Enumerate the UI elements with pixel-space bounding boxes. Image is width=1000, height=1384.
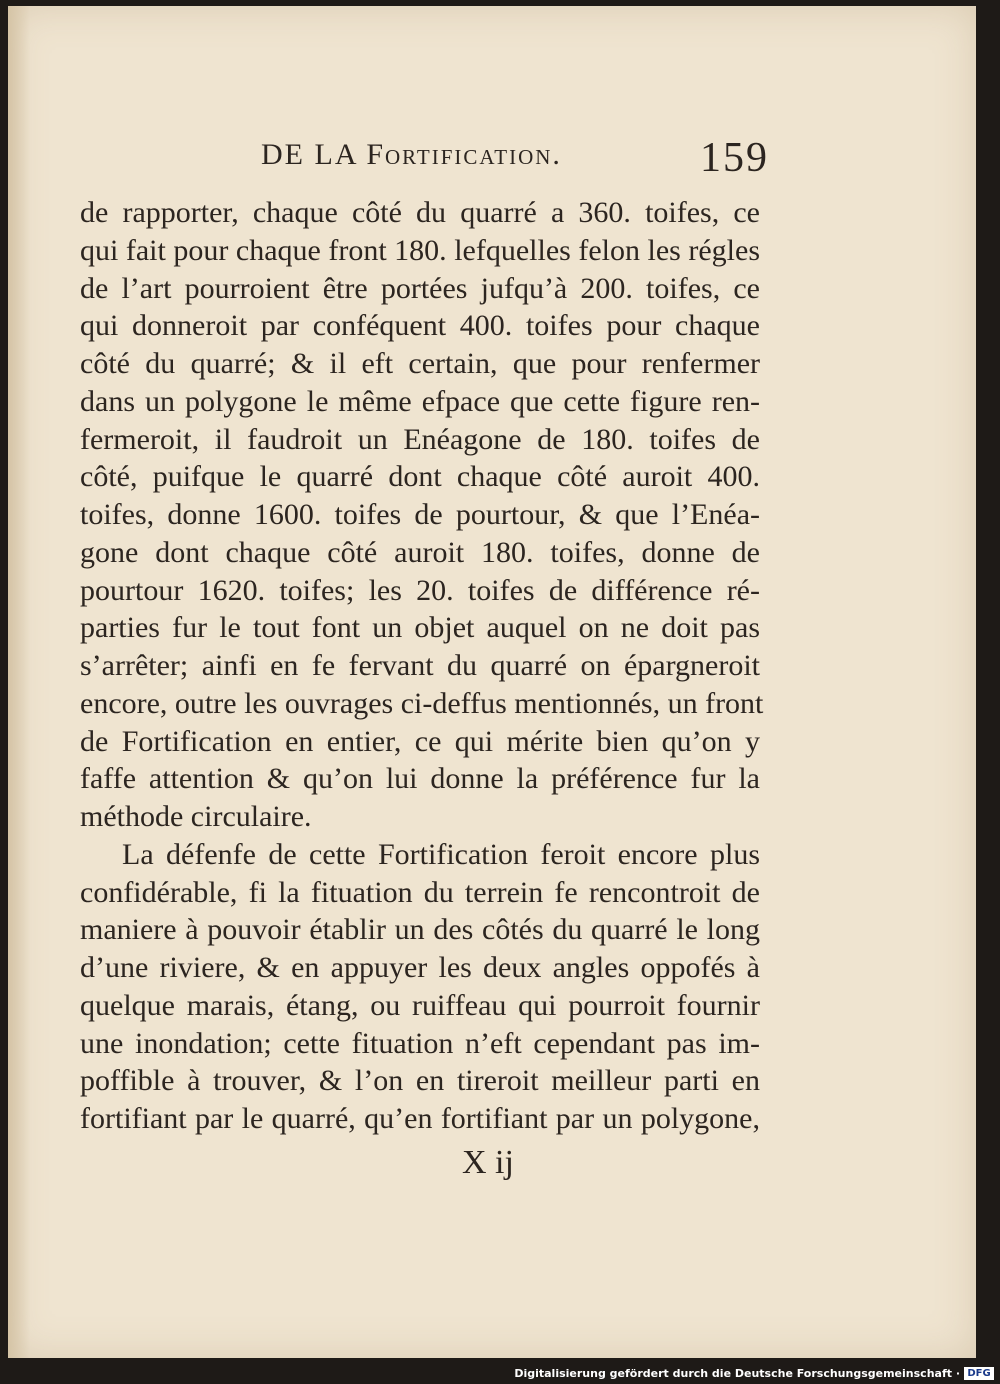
text-line: de l’art pourroient être portées jufqu’à 200. toifes, ce <box>80 271 760 305</box>
text-line: fermeroit, il faudroit un Enéagone de 180. toifes de <box>80 422 760 456</box>
book-page <box>8 6 976 1358</box>
text-line: faffe attention & qu’on lui donne la préférence fur la <box>80 762 760 796</box>
body-text <box>80 194 764 1138</box>
text-line: parties fur le tout font un objet auquel on ne doit pas <box>80 611 760 645</box>
dfg-logo: DFG <box>964 1367 994 1380</box>
text-line: de Fortification en entier, ce qui mérite bien qu’on y <box>80 724 760 758</box>
running-head: DE LA Fortification. <box>261 138 562 171</box>
text-line: fortifiant par le quarré, qu’en fortifiant par un polygone, <box>80 1102 760 1135</box>
signature-mark: X ij <box>462 1144 514 1181</box>
text-line: côté, puifque le quarré dont chaque côté auroit 400. <box>80 460 760 494</box>
text-line: gone dont chaque côté auroit 180. toifes, donne de <box>80 535 760 569</box>
text-line: de rapporter, chaque côté du quarré a 360. toifes, ce <box>80 196 760 229</box>
page-header <box>8 134 976 184</box>
text-line: maniere à pouvoir établir un des côtés du quarré le long <box>80 913 760 947</box>
text-line: confidérable, fi la fituation du terrein fe rencontroit de <box>80 875 760 909</box>
text-line: s’arrêter; ainfi en fe fervant du quarré on épargneroit <box>80 649 760 682</box>
paragraph-first-line: La défenfe de cette Fortification feroit encore plus <box>122 837 760 871</box>
text-line: d’une riviere, & en appuyer les deux angles oppofés à <box>80 951 760 984</box>
text-line: qui donneroit par conféquent 400. toifes pour chaque <box>80 309 760 343</box>
text-line: dans un polygone le même efpace que cette figure ren- <box>80 384 760 418</box>
text-line: quelque marais, étang, ou ruiffeau qui pourroit fournir <box>80 988 760 1022</box>
page-number: 159 <box>700 135 769 181</box>
digitization-credit: Digitalisierung gefördert durch die Deutsche Forschungsgemeinschaft · <box>514 1367 960 1380</box>
page-gutter-shadow <box>8 6 30 1358</box>
text-line: qui fait pour chaque front 180. lefquelles felon les régles <box>80 233 760 267</box>
text-line: pourtour 1620. toifes; les 20. toifes de différence ré- <box>80 573 760 607</box>
text-line: toifes, donne 1600. toifes de pourtour, & que l’Enéa- <box>80 498 760 531</box>
text-line: encore, outre les ouvrages ci-deffus mentionnés, un front <box>80 686 764 720</box>
text-line: côté du quarré; & il eft certain, que pour renfermer <box>80 347 760 380</box>
text-line: méthode circulaire. <box>80 800 312 833</box>
text-line: une inondation; cette fituation n’eft cependant pas im- <box>80 1026 760 1060</box>
text-line: poffible à trouver, & l’on en tireroit meilleur parti en <box>80 1064 760 1098</box>
